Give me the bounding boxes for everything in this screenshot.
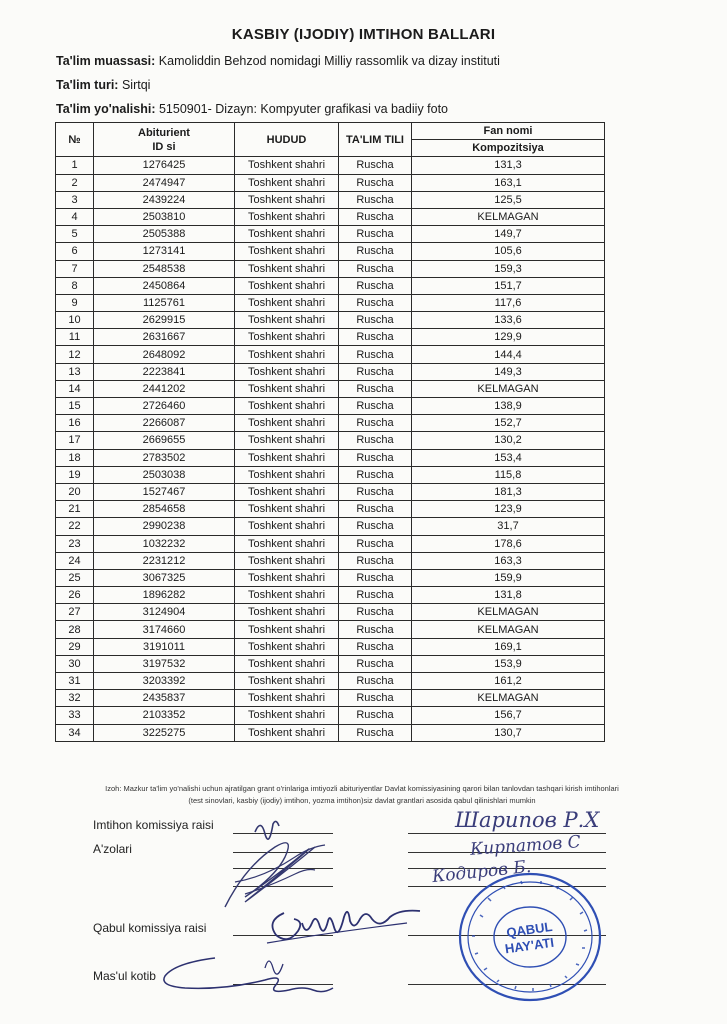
row-number: 34	[56, 724, 94, 741]
row-region: Toshkent shahri	[235, 483, 339, 500]
row-number: 27	[56, 604, 94, 621]
study-form-label: Ta'lim turi:	[56, 78, 119, 92]
row-applicant-id: 1527467	[94, 483, 235, 500]
row-region: Toshkent shahri	[235, 535, 339, 552]
row-language: Ruscha	[339, 621, 412, 638]
official-stamp	[455, 870, 605, 1005]
table-row	[56, 312, 605, 329]
row-language: Ruscha	[339, 638, 412, 655]
row-number: 1	[56, 157, 94, 174]
row-number: 5	[56, 226, 94, 243]
table-row	[56, 226, 605, 243]
row-score: 163,3	[412, 552, 605, 569]
table-row	[56, 569, 605, 586]
row-language: Ruscha	[339, 294, 412, 311]
scores-table	[55, 122, 605, 742]
member-handwritten-name-2: Кодиров Б.	[431, 856, 533, 888]
row-number: 6	[56, 243, 94, 260]
row-region: Toshkent shahri	[235, 604, 339, 621]
direction-line	[56, 102, 448, 116]
members-label: A'zolari	[93, 842, 132, 856]
row-language: Ruscha	[339, 690, 412, 707]
row-region: Toshkent shahri	[235, 174, 339, 191]
row-applicant-id: 2439224	[94, 191, 235, 208]
table-row	[56, 690, 605, 707]
row-score: KELMAGAN	[412, 621, 605, 638]
row-region: Toshkent shahri	[235, 638, 339, 655]
row-number: 12	[56, 346, 94, 363]
row-applicant-id: 3203392	[94, 673, 235, 690]
row-language: Ruscha	[339, 191, 412, 208]
row-region: Toshkent shahri	[235, 226, 339, 243]
row-applicant-id: 2266087	[94, 415, 235, 432]
row-region: Toshkent shahri	[235, 415, 339, 432]
header-language: TA'LIM TILI	[339, 123, 412, 157]
row-region: Toshkent shahri	[235, 432, 339, 449]
row-applicant-id: 2726460	[94, 398, 235, 415]
row-score: KELMAGAN	[412, 690, 605, 707]
row-score: 152,7	[412, 415, 605, 432]
row-score: 125,5	[412, 191, 605, 208]
row-applicant-id: 3067325	[94, 569, 235, 586]
row-number: 15	[56, 398, 94, 415]
row-number: 4	[56, 208, 94, 225]
row-score: 159,9	[412, 569, 605, 586]
row-language: Ruscha	[339, 483, 412, 500]
table-row	[56, 518, 605, 535]
row-region: Toshkent shahri	[235, 587, 339, 604]
row-score: 138,9	[412, 398, 605, 415]
row-region: Toshkent shahri	[235, 346, 339, 363]
row-applicant-id: 2223841	[94, 363, 235, 380]
row-applicant-id: 1273141	[94, 243, 235, 260]
row-language: Ruscha	[339, 243, 412, 260]
row-language: Ruscha	[339, 501, 412, 518]
row-language: Ruscha	[339, 432, 412, 449]
row-number: 2	[56, 174, 94, 191]
row-score: 131,8	[412, 587, 605, 604]
footnote-line2: (test sinovlari, kasbiy (ijodiy) imtihon, yozma imtihon)siz davlat grantlari asosida qabul qilinishlari mumkin	[188, 796, 536, 805]
table-row	[56, 380, 605, 397]
row-applicant-id: 2990238	[94, 518, 235, 535]
member-handwritten-name-1: Кирпатов С	[469, 832, 582, 860]
row-number: 23	[56, 535, 94, 552]
table-row	[56, 449, 605, 466]
row-number: 19	[56, 466, 94, 483]
table-row	[56, 501, 605, 518]
institution-value: Kamoliddin Behzod nomidagi Milliy rassomlik va dizay instituti	[158, 54, 500, 68]
table-row	[56, 277, 605, 294]
row-applicant-id: 1032232	[94, 535, 235, 552]
row-number: 3	[56, 191, 94, 208]
footnote-line1: Izoh: Mazkur ta'lim yo'nalishi uchun ajratilgan grant o'rinlariga imtiyozli abituriyentlar Davlat komissiyasining qarori bilan tanlovdan tashqari kirish imtihonlari	[105, 784, 619, 793]
row-region: Toshkent shahri	[235, 690, 339, 707]
row-language: Ruscha	[339, 535, 412, 552]
row-region: Toshkent shahri	[235, 655, 339, 672]
header-subject: Kompozitsiya	[412, 140, 605, 157]
institution-label: Ta'lim muassasi:	[56, 54, 156, 68]
institution-line	[56, 54, 500, 68]
row-region: Toshkent shahri	[235, 501, 339, 518]
row-score: 117,6	[412, 294, 605, 311]
row-applicant-id: 1896282	[94, 587, 235, 604]
scores-table-body	[56, 157, 605, 741]
row-number: 30	[56, 655, 94, 672]
table-row	[56, 655, 605, 672]
header-applicant-id	[94, 123, 235, 157]
row-region: Toshkent shahri	[235, 380, 339, 397]
row-region: Toshkent shahri	[235, 673, 339, 690]
row-number: 22	[56, 518, 94, 535]
row-score: 105,6	[412, 243, 605, 260]
row-score: 149,7	[412, 226, 605, 243]
row-language: Ruscha	[339, 380, 412, 397]
row-score: 161,2	[412, 673, 605, 690]
stamp-text-1: QABUL	[505, 918, 554, 941]
table-row	[56, 260, 605, 277]
row-number: 32	[56, 690, 94, 707]
row-applicant-id: 2503810	[94, 208, 235, 225]
row-region: Toshkent shahri	[235, 449, 339, 466]
study-form-line	[56, 78, 150, 92]
row-score: 31,7	[412, 518, 605, 535]
table-row	[56, 552, 605, 569]
row-number: 21	[56, 501, 94, 518]
row-number: 18	[56, 449, 94, 466]
row-language: Ruscha	[339, 673, 412, 690]
table-row	[56, 673, 605, 690]
secretary-label: Mas'ul kotib	[93, 969, 156, 983]
row-applicant-id: 2103352	[94, 707, 235, 724]
row-language: Ruscha	[339, 552, 412, 569]
table-row	[56, 191, 605, 208]
row-score: 144,4	[412, 346, 605, 363]
footnote	[72, 783, 652, 807]
row-number: 7	[56, 260, 94, 277]
row-number: 28	[56, 621, 94, 638]
row-language: Ruscha	[339, 724, 412, 741]
row-number: 8	[56, 277, 94, 294]
row-region: Toshkent shahri	[235, 707, 339, 724]
scores-table-header	[56, 123, 605, 157]
row-number: 17	[56, 432, 94, 449]
admission-committee-chair-label: Qabul komissiya raisi	[93, 921, 207, 935]
row-applicant-id: 2503038	[94, 466, 235, 483]
row-score: 153,9	[412, 655, 605, 672]
row-language: Ruscha	[339, 466, 412, 483]
row-region: Toshkent shahri	[235, 243, 339, 260]
header-subject-group: Fan nomi	[412, 123, 605, 140]
row-language: Ruscha	[339, 518, 412, 535]
row-score: KELMAGAN	[412, 380, 605, 397]
row-score: 153,4	[412, 449, 605, 466]
row-score: KELMAGAN	[412, 208, 605, 225]
row-number: 25	[56, 569, 94, 586]
row-language: Ruscha	[339, 415, 412, 432]
row-language: Ruscha	[339, 312, 412, 329]
table-row	[56, 724, 605, 741]
table-row	[56, 604, 605, 621]
table-row	[56, 621, 605, 638]
table-row	[56, 466, 605, 483]
study-form-value: Sirtqi	[121, 78, 151, 92]
row-score: 181,3	[412, 483, 605, 500]
row-region: Toshkent shahri	[235, 329, 339, 346]
row-language: Ruscha	[339, 346, 412, 363]
table-row	[56, 535, 605, 552]
table-row	[56, 415, 605, 432]
row-region: Toshkent shahri	[235, 260, 339, 277]
row-score: 123,9	[412, 501, 605, 518]
table-row	[56, 243, 605, 260]
row-score: 129,9	[412, 329, 605, 346]
row-language: Ruscha	[339, 226, 412, 243]
row-applicant-id: 2631667	[94, 329, 235, 346]
row-region: Toshkent shahri	[235, 552, 339, 569]
row-region: Toshkent shahri	[235, 466, 339, 483]
row-applicant-id: 2435837	[94, 690, 235, 707]
row-applicant-id: 2231212	[94, 552, 235, 569]
row-region: Toshkent shahri	[235, 724, 339, 741]
row-applicant-id: 3225275	[94, 724, 235, 741]
row-score: KELMAGAN	[412, 604, 605, 621]
row-score: 130,2	[412, 432, 605, 449]
table-row	[56, 398, 605, 415]
row-score: 149,3	[412, 363, 605, 380]
row-language: Ruscha	[339, 655, 412, 672]
table-row	[56, 638, 605, 655]
row-language: Ruscha	[339, 449, 412, 466]
row-region: Toshkent shahri	[235, 157, 339, 174]
row-applicant-id: 1125761	[94, 294, 235, 311]
table-row	[56, 157, 605, 174]
header-applicant-id-line1: Abiturient	[138, 126, 190, 139]
table-row	[56, 587, 605, 604]
row-number: 33	[56, 707, 94, 724]
row-applicant-id: 2505388	[94, 226, 235, 243]
row-applicant-id: 3197532	[94, 655, 235, 672]
row-region: Toshkent shahri	[235, 621, 339, 638]
row-applicant-id: 2441202	[94, 380, 235, 397]
row-region: Toshkent shahri	[235, 294, 339, 311]
table-row	[56, 432, 605, 449]
row-applicant-id: 2548538	[94, 260, 235, 277]
row-applicant-id: 2474947	[94, 174, 235, 191]
row-applicant-id: 3191011	[94, 638, 235, 655]
row-applicant-id: 2450864	[94, 277, 235, 294]
direction-value: 5150901- Dizayn: Kompyuter grafikasi va badiiy foto	[158, 102, 449, 116]
row-applicant-id: 2669655	[94, 432, 235, 449]
row-number: 16	[56, 415, 94, 432]
header-region: HUDUD	[235, 123, 339, 157]
direction-label: Ta'lim yo'nalishi:	[56, 102, 156, 116]
header-applicant-id-line2: ID si	[152, 140, 176, 153]
table-row	[56, 329, 605, 346]
row-region: Toshkent shahri	[235, 398, 339, 415]
row-score: 131,3	[412, 157, 605, 174]
row-language: Ruscha	[339, 174, 412, 191]
row-language: Ruscha	[339, 604, 412, 621]
row-score: 169,1	[412, 638, 605, 655]
row-number: 26	[56, 587, 94, 604]
table-row	[56, 707, 605, 724]
row-number: 13	[56, 363, 94, 380]
row-number: 24	[56, 552, 94, 569]
row-score: 115,8	[412, 466, 605, 483]
row-language: Ruscha	[339, 587, 412, 604]
row-number: 29	[56, 638, 94, 655]
row-number: 20	[56, 483, 94, 500]
document-title: KASBIY (IJODIY) IMTIHON BALLARI	[231, 26, 496, 43]
table-row	[56, 346, 605, 363]
row-language: Ruscha	[339, 329, 412, 346]
row-score: 178,6	[412, 535, 605, 552]
row-applicant-id: 3174660	[94, 621, 235, 638]
table-row	[56, 208, 605, 225]
row-region: Toshkent shahri	[235, 518, 339, 535]
row-applicant-id: 2854658	[94, 501, 235, 518]
row-number: 31	[56, 673, 94, 690]
row-region: Toshkent shahri	[235, 191, 339, 208]
table-row	[56, 363, 605, 380]
row-number: 10	[56, 312, 94, 329]
row-number: 11	[56, 329, 94, 346]
table-row	[56, 483, 605, 500]
row-region: Toshkent shahri	[235, 569, 339, 586]
header-number: №	[56, 123, 94, 157]
row-region: Toshkent shahri	[235, 208, 339, 225]
row-language: Ruscha	[339, 363, 412, 380]
row-language: Ruscha	[339, 277, 412, 294]
stamp-text-2: HAY'ATI	[503, 934, 555, 957]
row-number: 14	[56, 380, 94, 397]
row-language: Ruscha	[339, 707, 412, 724]
row-region: Toshkent shahri	[235, 277, 339, 294]
exam-committee-chair-label: Imtihon komissiya raisi	[93, 818, 214, 832]
row-applicant-id: 3124904	[94, 604, 235, 621]
row-region: Toshkent shahri	[235, 312, 339, 329]
row-score: 163,1	[412, 174, 605, 191]
row-number: 9	[56, 294, 94, 311]
row-score: 151,7	[412, 277, 605, 294]
row-region: Toshkent shahri	[235, 363, 339, 380]
row-score: 156,7	[412, 707, 605, 724]
table-row	[56, 174, 605, 191]
row-score: 130,7	[412, 724, 605, 741]
row-applicant-id: 2783502	[94, 449, 235, 466]
row-language: Ruscha	[339, 208, 412, 225]
row-applicant-id: 2648092	[94, 346, 235, 363]
row-applicant-id: 2629915	[94, 312, 235, 329]
row-language: Ruscha	[339, 157, 412, 174]
secretary-signature	[155, 948, 355, 993]
row-language: Ruscha	[339, 569, 412, 586]
row-applicant-id: 1276425	[94, 157, 235, 174]
table-row	[56, 294, 605, 311]
row-language: Ruscha	[339, 260, 412, 277]
admission-chair-signature	[262, 893, 452, 953]
row-score: 133,6	[412, 312, 605, 329]
chair-handwritten-name: Шарипов Р.Х	[455, 808, 600, 832]
row-score: 159,3	[412, 260, 605, 277]
row-language: Ruscha	[339, 398, 412, 415]
